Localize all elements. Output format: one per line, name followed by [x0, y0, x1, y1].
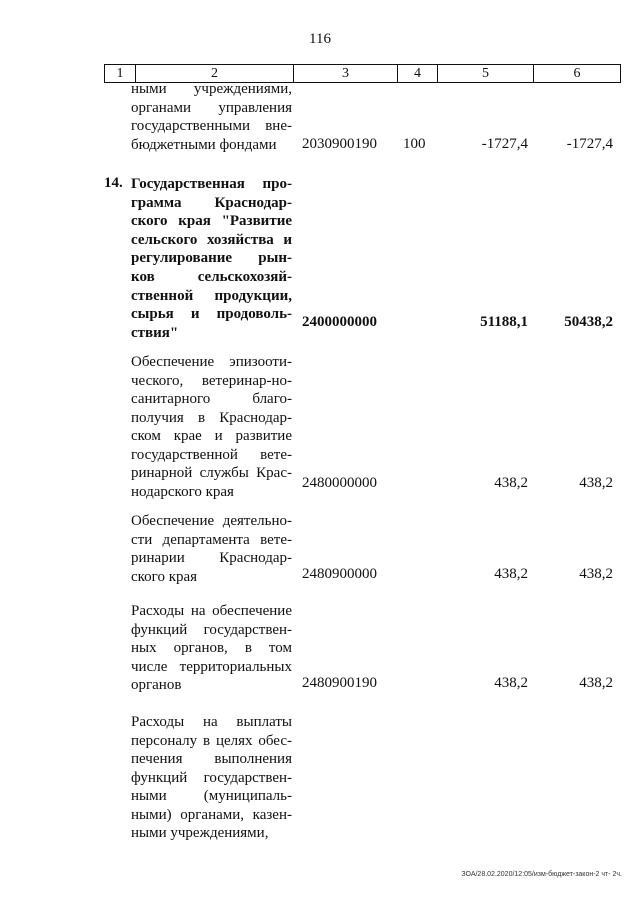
row-text: Расходы на обеспечение функций государствен-ных органов, в том числе территориальных органов — [131, 603, 292, 693]
header-cell-5: 5 — [438, 65, 534, 82]
row-value-5: 438,2 — [494, 475, 528, 491]
header-cell-6: 6 — [573, 66, 581, 81]
row-index: 14. — [104, 175, 123, 191]
row-value-5: 438,2 — [494, 566, 528, 582]
row-text: Обеспечение эпизооти-ческого, ветеринар-но-санитарного благо-получия в Краснодар-ском крае и развитие государственной вете-ринарной службы Крас-нодарского края — [131, 354, 292, 500]
page-number: 116 — [309, 31, 331, 47]
row-code: 2480900000 — [302, 566, 377, 582]
header-cell-1: 1 — [105, 65, 136, 82]
row-value-6: -1727,4 — [566, 136, 613, 152]
row-text: Государственная про-грамма Краснодар-ского края "Развитие сельского хозяйства и регулирование рын-ков сельскохозяй-ственной продукции, сырья и продоволь-ствия" — [131, 176, 292, 341]
row-code: 2480900190 — [302, 675, 377, 691]
header-cell-4: 4 — [398, 65, 438, 82]
header-cell-3: 3 — [294, 65, 398, 82]
row-value-6: 438,2 — [579, 675, 613, 691]
row-value-5: 438,2 — [494, 675, 528, 691]
row-text: Обеспечение деятельно-сти департамента вете-ринарии Краснодар-ского края — [131, 513, 292, 585]
row-expense-type: 100 — [403, 136, 426, 152]
row-value-6: 438,2 — [579, 566, 613, 582]
footer-file-stamp: ЗОА/28.02.2020/12:05/изм-бюджет-закон-2 чт- 2ч. — [461, 871, 622, 878]
row-text: Расходы на выплаты персоналу в целях обес-печения выполнения функций государствен-ными (муниципаль-ными) органами, казен-ными учреждениями, — [131, 714, 292, 841]
row-value-5: 51188,1 — [480, 314, 528, 330]
row-code: 2030900190 — [302, 136, 377, 152]
row-code: 2400000000 — [302, 314, 377, 330]
row-text: ными учреждениями, органами управления государственными вне-бюджетными фондами — [131, 81, 292, 153]
row-value-6: 50438,2 — [564, 314, 613, 330]
row-code: 2480000000 — [302, 475, 377, 491]
row-value-5: -1727,4 — [481, 136, 528, 152]
row-value-6: 438,2 — [579, 475, 613, 491]
header-cell-2: 2 — [136, 65, 294, 82]
